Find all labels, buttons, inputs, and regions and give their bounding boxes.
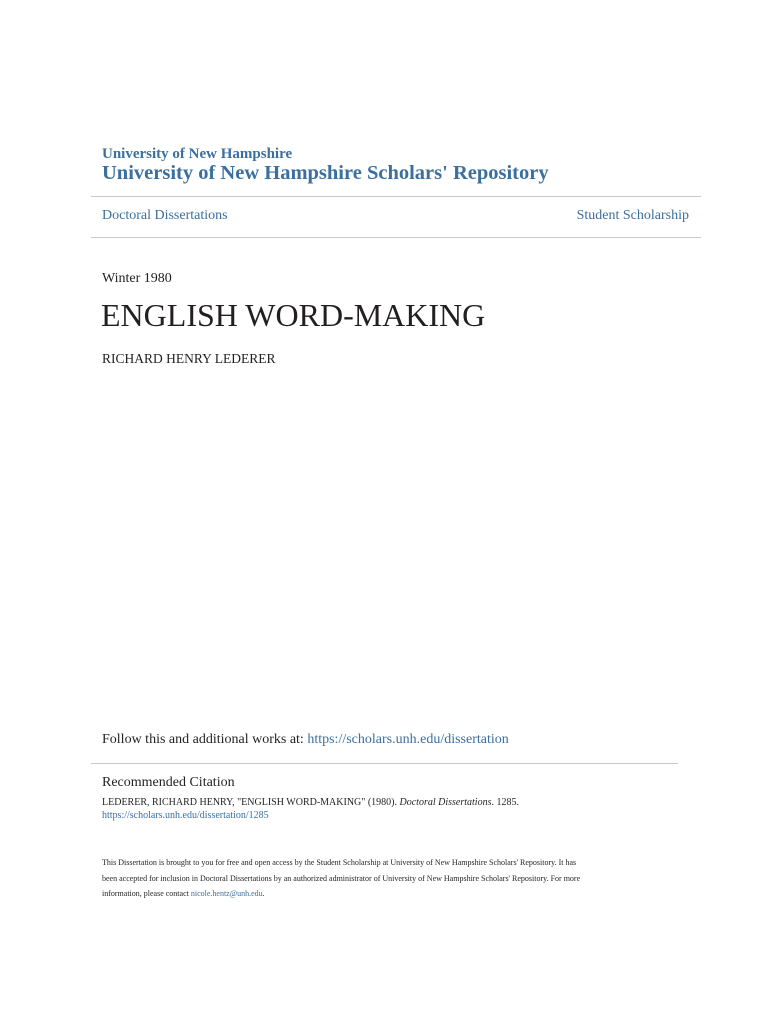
header-divider-bottom bbox=[91, 237, 701, 238]
header-divider-top bbox=[91, 196, 701, 197]
notice-line-2: been accepted for inclusion in Doctoral Dissertations by an authorized administrator of University of New Hampshire Scholars' Repository. For more bbox=[102, 873, 581, 883]
citation-divider bbox=[91, 763, 678, 764]
recommended-citation-heading: Recommended Citation bbox=[102, 775, 235, 790]
access-notice bbox=[102, 855, 672, 902]
notice-line-3-prefix: information, please contact bbox=[102, 889, 189, 898]
citation-url-link[interactable]: https://scholars.unh.edu/dissertation/1285 bbox=[102, 810, 269, 821]
notice-line-3-suffix: . bbox=[262, 889, 265, 898]
contact-email-link[interactable]: nicole.hentz@unh.edu bbox=[190, 889, 263, 898]
citation-number: . 1285. bbox=[491, 797, 519, 808]
notice-line-1: This Dissertation is brought to you for free and open access by the Student Scholarship at University of New Hampshire Scholars' Repository. It has bbox=[102, 858, 577, 867]
repository-link[interactable]: University of New Hampshire Scholars' Repository bbox=[102, 162, 549, 184]
institution-link[interactable]: University of New Hampshire bbox=[102, 146, 293, 162]
doctoral-dissertations-link[interactable]: Doctoral Dissertations bbox=[102, 208, 228, 223]
publication-date: Winter 1980 bbox=[102, 271, 172, 286]
notice-line-3 bbox=[102, 886, 672, 902]
citation-main: LEDERER, RICHARD HENRY, "ENGLISH WORD-MAKING" (1980). bbox=[102, 797, 398, 808]
author-name: RICHARD HENRY LEDERER bbox=[102, 351, 276, 366]
document-title: ENGLISH WORD-MAKING bbox=[101, 297, 486, 333]
dissertation-collection-link[interactable]: https://scholars.unh.edu/dissertation bbox=[307, 732, 509, 747]
citation-text bbox=[102, 796, 519, 809]
follow-prefix: Follow this and additional works at: bbox=[102, 732, 304, 747]
follow-line bbox=[102, 731, 509, 749]
student-scholarship-link[interactable]: Student Scholarship bbox=[576, 208, 689, 223]
citation-series: Doctoral Dissertations bbox=[399, 797, 492, 808]
